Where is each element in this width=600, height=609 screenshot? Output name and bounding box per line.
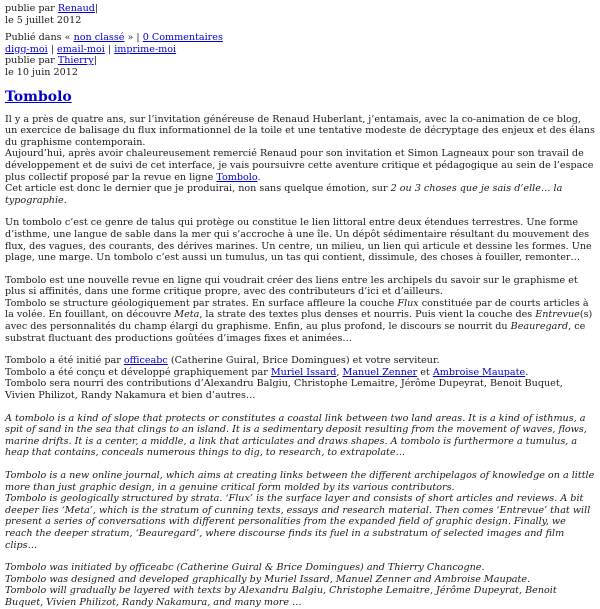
ambroise-maupate-link[interactable]: Ambroise Maupate [432,366,526,378]
punct: et [417,366,433,378]
author-link-renaud[interactable]: Renaud [57,3,95,14]
share-links: digg-moi | email-moi | imprime-moi [5,43,177,55]
strata-entrevue: Entrevue [535,309,580,321]
strata-text: (s) avec des personnalités du champ élargi du graphisme. Enfin, au plus profond, le discours se nourrit du [5,309,593,333]
strata-text: Tombolo se structure géologiquement par strates. En surface affleure la couche [5,297,398,309]
english-text: A tombolo is a kind of slope that protects or constitutes a coastal link between two land areas. It is a kind of isthmus, a spit of sand in the sea that clings to an island. It is a sedimentary deposit resulting from the movement of waves, flows, marine drifts. It is a center, a middle, a link that articulates and draws shapes. A tombolo is furthermore a tumulus, a heap that contains, conceals numerous things to dig, to research, to extrapolate… [5,412,587,459]
byline-separator: | [93,55,97,67]
intro-text-3: Cet article est donc le dernier que je produirai, non sans quelque émotion, sur [5,183,391,195]
post-byline-2 [5,55,595,67]
english-credits [5,562,595,608]
intro-text-2: Aujourd’hui, après avoir chaleureusement remercié Renaud pour son invitation et Simon Lagneaux pour son travail de développement et de suivi de cet interface, je vais poursuivre cette aventure critique et pédagogique au sein de l’espace plus collectif proposé par la revue en ligne [5,148,594,183]
strata-flux: Flux [397,297,419,309]
digg-link[interactable]: digg-moi [5,43,48,55]
punct: , [336,366,343,378]
credits-text: Tombolo a été initié par [5,355,124,367]
strata-beauregard: Beauregard [510,321,569,333]
punct: . [257,171,261,183]
print-link[interactable]: imprime-moi [114,43,177,55]
presentation-text-1: Tombolo est une nouvelle revue en ligne qui voudrait créer des liens entre les archipels du savoir sur le graphisme et plus si affinités, dans une forme critique propre, avec des contributeurs d’ici et d’ailleurs. [5,274,578,298]
presentation-paragraph [5,275,595,345]
email-link[interactable]: email-moi [57,43,105,55]
article-title-link[interactable]: Tombolo [5,88,72,105]
strata-text: , ce substrat fluctuant des productions goûtées d’images fixes et animées… [5,321,586,344]
english-text: Tombolo is geologically structured by strata. ‘Flux’ is the surface layer and consists of short articles and reviews. A bit deeper lies ‘Meta’, which is the stratum of cunning texts, essays and research material. Then comes ‘Entrevue’ that will present a series of conversations with different personalities from the expanded field of graphic design. Finally, we reach the deeper stratum, ‘Beauregard’, where discourse finds its fuel in a substratum of selected images and film clips… [5,493,591,551]
english-text: Tombolo is a new online journal, which aims at creating links between the different archipelagos of knowledge on a little more than just graphic design, in a genuine critical form molded by its various contributors. [5,470,595,493]
author-link-thierry[interactable]: Thierry [57,55,94,67]
article-title [5,89,595,105]
post-category-line [5,32,595,44]
credits-paragraph [5,355,595,401]
strata-text: constituée par de courts articles à la volée. En fouillant, on découvre [5,297,589,321]
byline-prefix: publie par [5,3,58,14]
english-definition [5,413,595,459]
credits-text: Tombolo a été conçu et développé graphiquement par [5,366,271,378]
english-text: Tombolo was initiated by officeabc (Catherine Guiral & Brice Domingues) and Thierry Chancogne. [5,562,485,574]
definition-paragraph: Un tombolo c’est ce genre de talus qui protège ou constitue le lien littoral entre deux étendues terrestres. Une forme d’isthme, une langue de sable dans la mer qui s’accroche à une île. Un dépôt sédimentaire résultant du mouvement des flux, des vagues, des courants, des dérives marines. Un centre, un milieu, un lien qui articule et dessine les formes. Une plage, une marge. Un tombolo c’est aussi un tumulus, un tas qui contient, dissimule, des choses à fouiller, remonter… [5,217,592,264]
officeabc-link[interactable]: officeabc [123,355,168,367]
english-text: Tombolo was designed and developed graphically by Muriel Issard, Manuel Zenner and Ambroise Maupate. [5,573,531,585]
strata-text: , la strate des textes plus denses et nourris. Puis vient la couche des [199,309,536,321]
tombolo-link[interactable]: Tombolo [216,171,258,183]
manuel-zenner-link[interactable]: Manuel Zenner [342,366,418,378]
byline-prefix: publie par [5,55,58,67]
byline-separator: | [94,3,99,14]
punct: . [525,366,529,378]
category-link[interactable]: non classé [73,32,125,44]
intro-paragraph [5,114,595,207]
punct: . [63,194,67,206]
english-text: Tombolo will gradually be layered with texts by Alexandru Balgiu, Christophe Lemaitre, Jérôme Dupeyrat, Benoit Buquet, Vivien Philizot, Randy Nakamura, and many more … [5,585,557,608]
category-prefix: Publié dans « [5,32,74,44]
post-date-2: le 10 juin 2012 [5,66,78,78]
strata-meta: Meta [174,309,200,321]
post-date-1: le 5 juillet 2012 [5,14,82,26]
intro-text-1: Il y a près de quatre ans, sur l’invitation généreuse de Renaud Huberlant, j’entamais, avec la co-animation de ce blog, un exercice de balisage du flux informationnel de la toile et une tentative modeste de décryptage des enjeux et des élans du graphisme contemporain. [5,113,595,148]
post-byline-1 [5,3,595,15]
credits-text: (Catherine Guiral, Brice Domingues) et votre serviteur. [167,355,440,367]
muriel-issard-link[interactable]: Muriel Issard [270,366,337,378]
blog-name-italic: 2 ou 3 choses que je sais d’elle… la typographie [5,183,563,206]
english-presentation [5,470,595,551]
category-separator: » | [124,32,143,44]
comments-link[interactable]: 0 Commentaires [142,32,223,44]
contributors-text: Tombolo sera nourri des contributions d’Alexandru Balgiu, Christophe Lemaitre, Jérôme Dupeyrat, Benoit Buquet, Vivien Philizot, Randy Nakamura et bien d’autres… [5,378,563,402]
